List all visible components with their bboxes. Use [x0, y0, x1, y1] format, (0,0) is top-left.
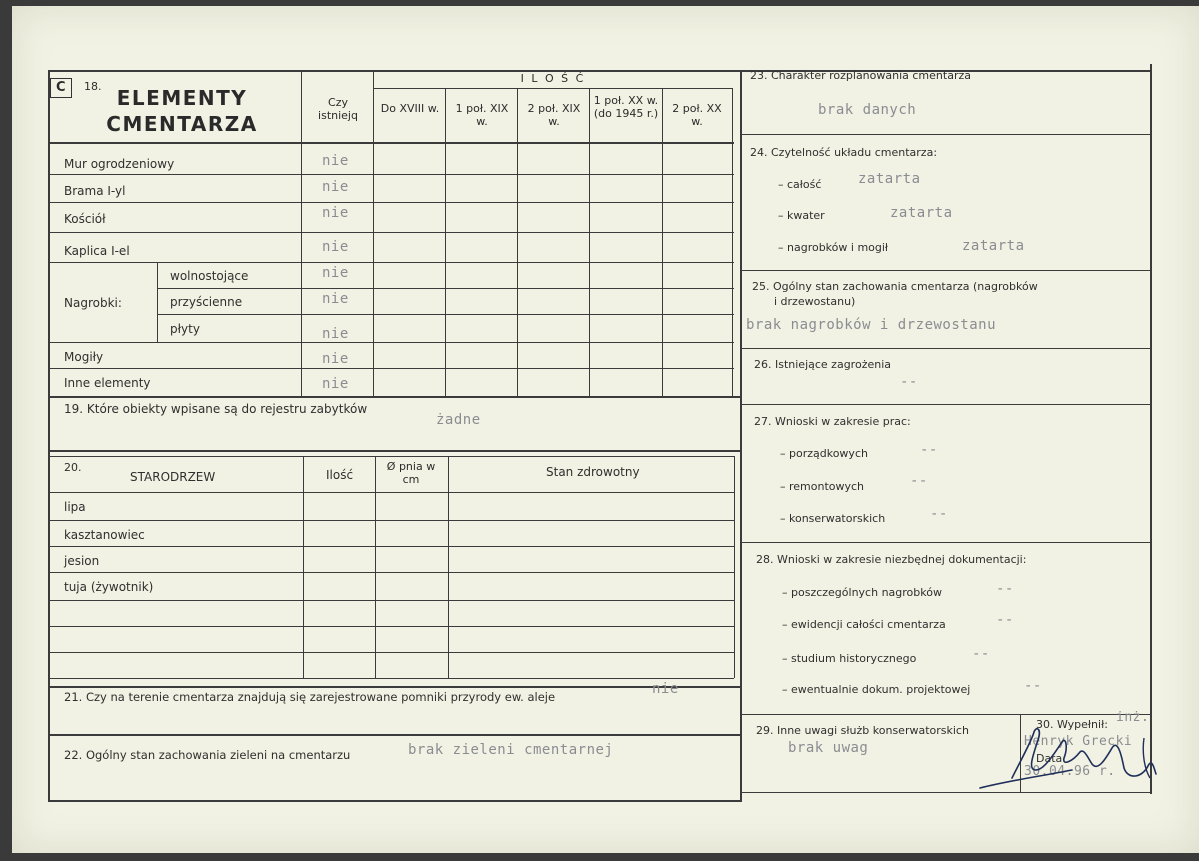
q30-title: inż. — [1116, 710, 1150, 725]
ilosc-col-3: 1 poł. XX w. (do 1945 r.) — [593, 94, 659, 120]
element-label-inne: Inne elementy — [64, 376, 151, 390]
q19-value: żadne — [436, 412, 481, 428]
q23-label: 23. Charakter rozplanowania cmentarza — [750, 69, 971, 82]
element-value-plyty: nie — [322, 326, 349, 342]
q25-label-line1: 25. Ogólny stan zachowania cmentarza (nagrobków — [752, 280, 1038, 293]
q21-label: 21. Czy na terenie cmentarza znajdują się zarejestrowane pomniki przyrody ew. aleje — [64, 690, 556, 704]
q21-value: nie — [652, 681, 679, 697]
q24-label: 24. Czytelność układu cmentarza: — [750, 146, 938, 159]
element-value-mur: nie — [322, 153, 349, 169]
ilosc-col-2: 2 poł. XIX w. — [527, 102, 581, 128]
q28-item-0-value: -- — [996, 581, 1014, 597]
form-card — [12, 6, 1199, 853]
title-line1: ELEMENTY — [116, 86, 248, 110]
q27-item-0-value: -- — [920, 442, 938, 458]
ilosc-col-4: 2 poł. XX w. — [672, 102, 722, 128]
tree-kasztanowiec: kasztanowiec — [64, 528, 145, 542]
q28-label: 28. Wnioski w zakresie niezbędnej dokumentacji: — [756, 553, 1027, 566]
element-value-mogily: nie — [322, 351, 349, 367]
element-label-mur: Mur ogrodzeniowy — [64, 157, 175, 171]
q27-item-2-label: – konserwatorskich — [780, 512, 886, 525]
q24-item-2-label: – nagrobków i mogił — [778, 241, 889, 254]
element-label-przyscienne: przyścienne — [170, 295, 243, 309]
q28-item-2-label: – studium historycznego — [782, 652, 917, 665]
title-line2: CMENTARZA — [106, 112, 258, 136]
element-value-przyscienne: nie — [322, 291, 349, 307]
q28-item-1-value: -- — [996, 612, 1014, 628]
q20-number: 20. — [64, 461, 82, 474]
element-label-brama: Brama I-yl — [64, 184, 126, 198]
section-letter-box — [50, 78, 72, 98]
q28-item-1-label: – ewidencji całości cmentarza — [782, 618, 946, 631]
section-number: 18. — [84, 80, 102, 93]
q27-label: 27. Wnioski w zakresie prac: — [754, 415, 911, 428]
element-value-wolnostojace: nie — [322, 265, 349, 281]
element-value-kosciol: nie — [322, 205, 349, 221]
q29-value: brak uwag — [788, 740, 869, 756]
q30-date: 30.04.96 r. — [1024, 764, 1116, 779]
q24-item-1-label: – kwater — [778, 209, 825, 222]
q23-value: brak danych — [818, 102, 917, 118]
element-label-plyty: płyty — [170, 322, 200, 336]
section-letter: C — [56, 80, 66, 95]
q25-label-line2: i drzewostanu) — [774, 295, 856, 308]
q20-header-tree: STARODRZEW — [130, 470, 216, 484]
element-label-mogily: Mogiły — [64, 350, 104, 364]
q20-header-diam: Ø pnia w cm — [386, 460, 436, 486]
q20-header-health: Stan zdrowotny — [546, 465, 640, 479]
q24-item-1-value: zatarta — [890, 205, 953, 221]
q30-label: 30. Wypełnił: — [1036, 718, 1108, 731]
signature — [972, 718, 1172, 794]
q28-item-3-label: – ewentualnie dokum. projektowej — [782, 683, 971, 696]
tree-lipa: lipa — [64, 500, 86, 514]
col-exists-header: Czy istniejq — [318, 96, 358, 122]
ilosc-col-0: Do XVIII w. — [380, 102, 440, 115]
q24-item-0-label: – całość — [778, 178, 822, 191]
q27-item-2-value: -- — [930, 506, 948, 522]
q25-value: brak nagrobków i drzewostanu — [746, 317, 997, 333]
q20-header-count: Ilość — [326, 468, 354, 482]
q30-name: Henryk Grecki — [1024, 734, 1133, 749]
q19-label: 19. Które obiekty wpisane są do rejestru zabytków — [64, 402, 368, 416]
element-value-inne: nie — [322, 376, 349, 392]
q27-item-1-value: -- — [910, 473, 928, 489]
q30-date-label: Data: — [1036, 752, 1066, 765]
q29-label: 29. Inne uwagi służb konserwatorskich — [756, 724, 969, 737]
q28-item-2-value: -- — [972, 646, 990, 662]
q28-item-0-label: – poszczególnych nagrobków — [782, 586, 942, 599]
element-label-wolnostojace: wolnostojące — [170, 269, 249, 283]
ilosc-header: I L O Ś Ć — [520, 72, 586, 85]
q24-item-2-value: zatarta — [962, 238, 1025, 254]
q22-value: brak zieleni cmentarnej — [408, 742, 614, 758]
nagrobki-label: Nagrobki: — [64, 296, 122, 310]
q28-item-3-value: -- — [1024, 678, 1042, 694]
q27-item-1-label: – remontowych — [780, 480, 865, 493]
element-label-kosciol: Kościół — [64, 212, 106, 226]
q27-item-0-label: – porządkowych — [780, 447, 868, 460]
tree-jesion: jesion — [64, 554, 100, 568]
q26-value: -- — [900, 374, 918, 390]
element-value-kaplica: nie — [322, 239, 349, 255]
element-value-brama: nie — [322, 179, 349, 195]
element-label-kaplica: Kaplica I-el — [64, 244, 130, 258]
q22-label: 22. Ogólny stan zachowania zieleni na cmentarzu — [64, 748, 351, 762]
q24-item-0-value: zatarta — [858, 171, 921, 187]
ilosc-col-1: 1 poł. XIX w. — [455, 102, 509, 128]
tree-tuja: tuja (żywotnik) — [64, 580, 154, 594]
q26-label: 26. Istniejące zagrożenia — [754, 358, 892, 371]
